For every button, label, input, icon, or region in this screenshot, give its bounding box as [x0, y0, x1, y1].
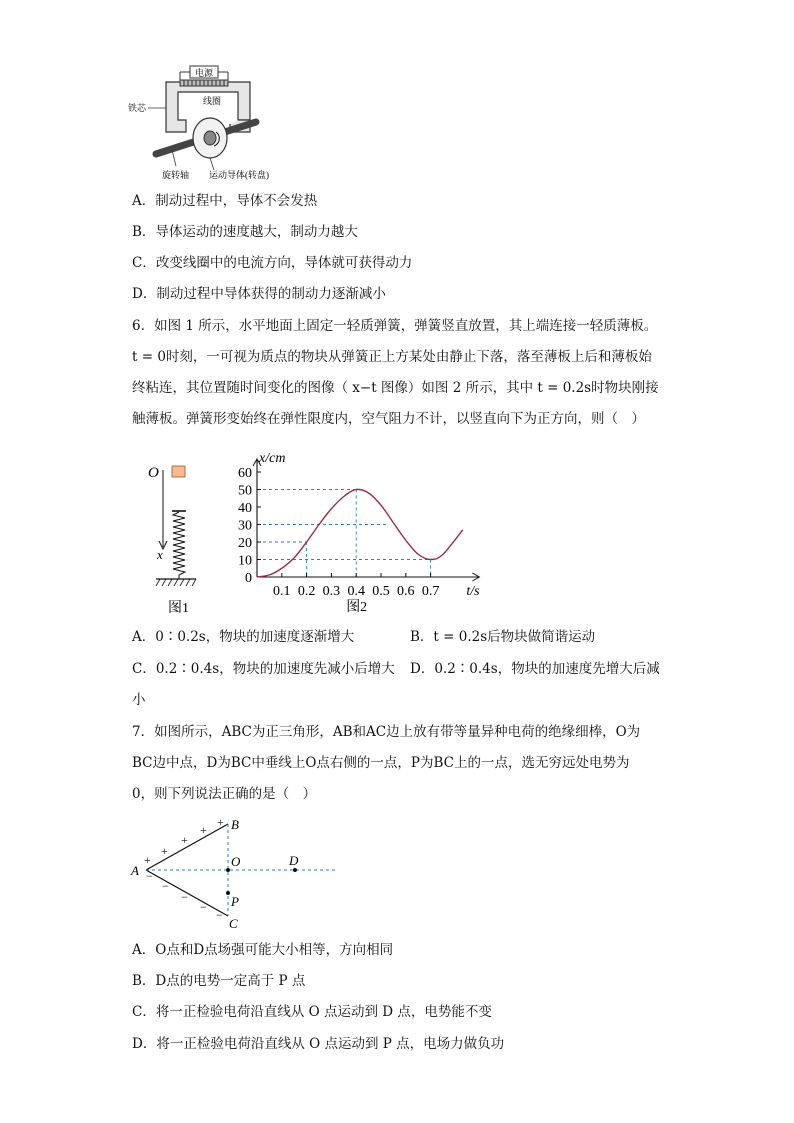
svg-text:+: + [217, 815, 224, 829]
power-label: 电源 [194, 68, 214, 78]
q7-stem-line-3: 0，则下列说法正确的是（ ） [132, 786, 317, 802]
x-tick-label: 0.1 [273, 584, 291, 599]
coil [180, 80, 228, 86]
label-d: D [289, 853, 299, 868]
series-line [257, 489, 463, 577]
point-d [293, 868, 297, 872]
q7-option-c: C．将一正检验电荷沿直线从 O 点运动到 D 点，电势能不变 [132, 1004, 492, 1020]
q6-figure-1 [140, 455, 210, 625]
q5-option-b: B．导体运动的速度越大，制动力越大 [132, 224, 358, 240]
q5-option-c: C．改变线圈中的电流方向，导体就可获得动力 [132, 255, 413, 271]
x-t-chart [225, 442, 495, 622]
q6-option-c: C．0.2∶0.4s，物块的加速度先减小后增大 [132, 661, 395, 677]
brake-figure [128, 58, 288, 183]
side-ab [146, 824, 228, 870]
ground-hatch [156, 579, 196, 586]
x-tick-label: 0.7 [421, 584, 440, 599]
fig1-origin-label: O [148, 465, 159, 481]
point-o [226, 868, 230, 872]
block [172, 466, 185, 477]
q6-stem-line-3: 终粘连，其位置随时间变化的图像（ x−t 图像）如图 2 所示，其中 t = 0.2s时物块刚接 [132, 380, 659, 396]
q7-figure [128, 812, 348, 930]
label-o: O [231, 854, 241, 869]
svg-text:−: − [216, 908, 223, 922]
disc-label: 运动导体(转盘) [209, 170, 269, 180]
q7-option-b: B．D点的电势一定高于 P 点 [132, 973, 306, 989]
spring [173, 512, 185, 579]
q5-option-a: A．制动过程中，导体不会发热 [132, 193, 318, 209]
q6-stem-line-4: 触薄板。弹簧形变始终在弹性限度内，空气阻力不计，以竖直向下为正方向，则（ ） [132, 411, 645, 427]
q6-stem-line-2: t = 0时刻，一可视为质点的物块从弹簧正上方某处由静止下落，落至薄板上后和薄板始 [132, 349, 652, 365]
svg-text:−: − [162, 879, 169, 893]
chart-xlabel: t/s [466, 584, 480, 599]
chart-caption: 图2 [346, 600, 368, 615]
q7-stem-line-2: BC边中点，D为BC中垂线上O点右侧的一点，P为BC上的一点，选无穷远处电势为 [132, 755, 630, 771]
label-b: B [231, 817, 239, 832]
coil-label: 线圈 [202, 96, 222, 106]
q7-option-d: D．将一正检验电荷沿直线从 O 点运动到 P 点，电场力做负功 [132, 1036, 505, 1052]
q7-option-a: A．O点和D点场强可能大小相等，方向相同 [132, 942, 394, 958]
svg-text:+: + [161, 844, 168, 858]
svg-text:+: + [200, 823, 207, 837]
svg-text:−: − [181, 890, 188, 904]
y-tick-label: 10 [238, 553, 252, 569]
chart-ylabel: x/cm [259, 451, 286, 466]
q5-option-d: D．制动过程中导体获得的制动力逐渐减小 [132, 286, 386, 302]
y-tick-label: 30 [238, 518, 252, 534]
svg-text:+: + [144, 853, 151, 867]
x-tick-label: 0.2 [297, 584, 316, 599]
y-tick-label: 20 [238, 536, 252, 551]
x-tick-label: 0.5 [372, 584, 390, 599]
y-tick-label: 40 [238, 501, 252, 516]
svg-text:−: − [200, 900, 207, 914]
fig1-axis-label: x [157, 547, 163, 562]
positive-charges [144, 815, 224, 867]
label-p: P [231, 894, 239, 909]
svg-text:+: + [181, 833, 188, 847]
y-tick-label: 60 [238, 466, 252, 481]
label-a: A [131, 863, 139, 878]
fig1-caption: 图1 [168, 601, 189, 616]
iron-core-label: 铁芯 [128, 103, 147, 113]
q6-option-b: B．t = 0.2s后物块做简谐运动 [410, 629, 596, 645]
q6-option-a: A．0∶0.2s，物块的加速度逐渐增大 [132, 629, 355, 645]
point-p [226, 891, 230, 895]
y-tick-label: 50 [238, 483, 252, 499]
q6-option-d: D．0.2∶0.4s，物块的加速度先增大后减 [410, 661, 660, 677]
x-tick-label: 0.3 [322, 584, 341, 599]
q6-stem-line-1: 6．如图 1 所示，水平地面上固定一轻质弹簧，弹簧竖直放置，其上端连接一轻质薄板。 [132, 318, 658, 334]
q6-option-d-cont: 小 [132, 692, 146, 708]
axle-label: 旋转轴 [162, 170, 190, 180]
q7-stem-line-1: 7．如图所示，ABC为正三角形，AB和AC边上放有带等量异种电荷的绝缘细棒，O为 [132, 724, 641, 740]
label-c: C [229, 916, 238, 930]
svg-text:−: − [146, 869, 153, 883]
x-tick-label: 0.4 [347, 584, 365, 599]
x-tick-label: 0.6 [397, 584, 415, 599]
y-tick-label: 0 [245, 571, 252, 586]
